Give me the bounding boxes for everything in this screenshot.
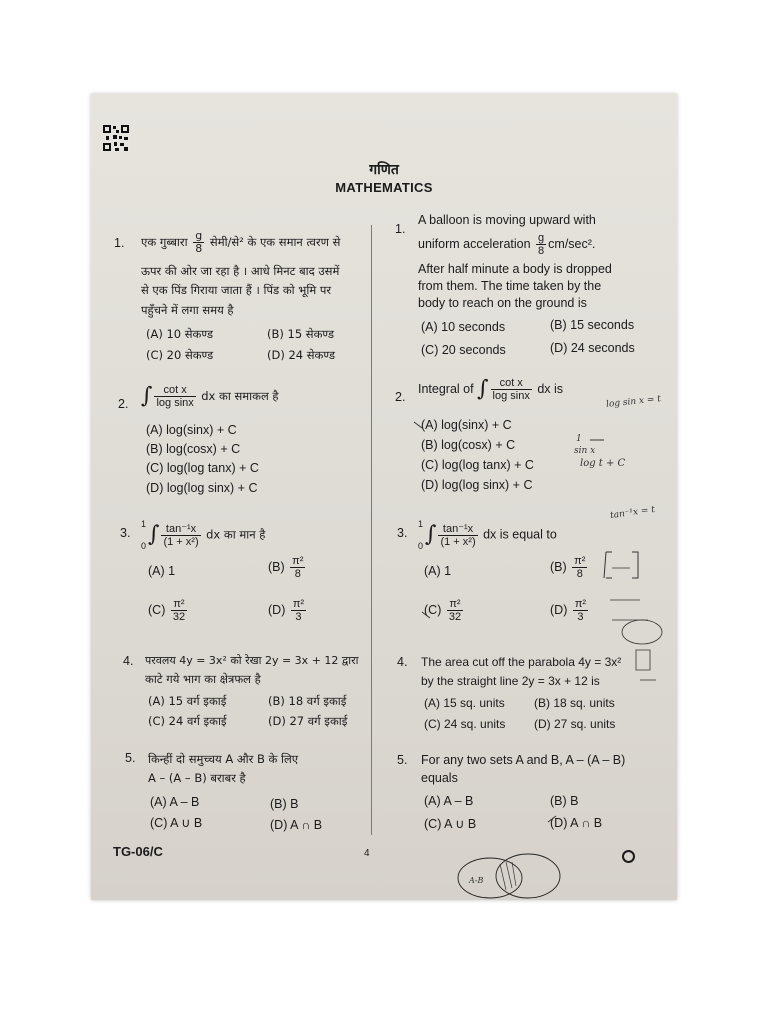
q5-en-option[interactable]: (B) B (550, 794, 579, 808)
q1-hi-text: एक गुब्बारा (141, 235, 188, 249)
question-number: 5. (125, 751, 136, 765)
handwritten-note: log sin x = t (605, 394, 662, 410)
subject-title-hindi: गणित (369, 162, 399, 178)
q5-hi-line2: A – (A – B) बराबर है (148, 771, 246, 785)
q3-hi-option[interactable]: (A) 1 (148, 564, 176, 578)
q5-en-line2: equals (421, 771, 458, 785)
q1-hi-fraction: $\frac{g}{8}$ (195, 229, 203, 255)
q1-en-option[interactable]: (C) 20 seconds (421, 343, 506, 357)
q2-hi-option[interactable]: (A) log(sinx) + C (146, 423, 237, 437)
q1-hi-option[interactable]: (A) 10 सेकण्ड (146, 327, 214, 341)
q2-en-option[interactable]: (B) log(cosx) + C (421, 438, 516, 452)
q3-en-option[interactable]: (B) $\frac{\text{π²}}{8}$ (550, 555, 586, 580)
q3-en-option[interactable]: (C) $\frac{\text{π²}}{32}$ (424, 598, 462, 623)
q5-en-option[interactable]: (D) A ∩ B (550, 816, 603, 830)
question-number: 1. (114, 236, 125, 250)
q1-en-option[interactable]: (B) 15 seconds (550, 318, 635, 332)
q5-hi-option[interactable]: (C) A ∪ B (150, 816, 203, 830)
q4-hi-line1: परवलय 4y = 3x² को रेखा 2y = 3x + 12 द्वारा (145, 654, 359, 667)
q1-hi-text: सेमी/से² के एक समान त्वरण से (209, 235, 341, 249)
q2-en-option[interactable]: (D) log(log sinx) + C (421, 478, 533, 492)
question-2-english: Integral of ∫ $\frac{\text{cot x}}{\text{log sinx}}$ dx is (418, 376, 564, 402)
q3-en-option[interactable]: (D) $\frac{\text{π²}}{3}$ (550, 598, 587, 623)
q4-hi-option[interactable]: (C) 24 वर्ग इकाई (148, 714, 227, 728)
page-number: 4 (364, 848, 370, 859)
q5-hi-option[interactable]: (A) A – B (150, 795, 200, 809)
question-3-english: 1 0 ∫ $\frac{\text{tan⁻¹x}}{\text{(1 + x²)}}$ dx is equal to (418, 519, 557, 551)
q2-en-option[interactable]: (A) log(sinx) + C (421, 418, 512, 432)
q1-en-line5: body to reach on the ground is (418, 296, 587, 310)
q1-en-line1: A balloon is moving upward with (418, 213, 596, 227)
q4-hi-option[interactable]: (B) 18 वर्ग इकाई (268, 694, 347, 708)
question-number: 4. (123, 654, 134, 668)
question-number: 4. (397, 655, 408, 669)
q4-hi-option[interactable]: (A) 15 वर्ग इकाई (148, 694, 227, 708)
q1-en-option[interactable]: (A) 10 seconds (421, 320, 506, 334)
handwritten-note: 1 (576, 434, 582, 444)
question-number: 5. (397, 753, 408, 767)
question-number: 2. (118, 397, 129, 411)
q4-en-option[interactable]: (D) 27 sq. units (534, 717, 616, 731)
q2-en-option[interactable]: (C) log(log tanx) + C (421, 458, 534, 472)
handwritten-note: log t + C (580, 458, 626, 469)
q5-en-option[interactable]: (C) A ∪ B (424, 817, 477, 831)
q1-en-line4: from them. The time taken by the (418, 279, 602, 293)
q1-hi-option[interactable]: (B) 15 सेकण्ड (267, 327, 335, 341)
q3-en-option[interactable]: (A) 1 (424, 564, 452, 578)
q4-en-option[interactable]: (C) 24 sq. units (424, 717, 506, 731)
q3-hi-option[interactable]: (C) $\frac{\text{π²}}{32}$ (148, 598, 186, 623)
question-number: 1. (395, 222, 406, 236)
q1-en-line3: After half minute a body is dropped (418, 262, 612, 276)
q4-en-line1: The area cut off the parabola 4y = 3x² (421, 655, 622, 669)
question-number: 3. (120, 526, 131, 540)
q1-hi-line4: पहुँचने में लगा समय है (141, 303, 234, 317)
handwritten-note: tan⁻¹x = t (609, 504, 656, 522)
paper-code: TG-06/C (113, 844, 163, 859)
handwritten-note: sin x (574, 446, 596, 456)
q1-hi-line2: ऊपर की ओर जा रहा है । आधे मिनट बाद उसमें (141, 264, 340, 278)
q3-hi-option[interactable]: (D) $\frac{\text{π²}}{3}$ (268, 598, 305, 623)
q5-hi-line1: किन्हीं दो समुच्चय A और B के लिए (148, 752, 299, 766)
q2-hi-option[interactable]: (B) log(cosx) + C (146, 442, 241, 456)
q4-en-option[interactable]: (A) 15 sq. units (424, 696, 505, 710)
handwritten-note: A-B (469, 876, 484, 885)
q4-en-option[interactable]: (B) 18 sq. units (534, 696, 615, 710)
q4-hi-option[interactable]: (D) 27 वर्ग इकाई (268, 714, 348, 728)
q1-hi-line3: से एक पिंड गिराया जाता हैं । पिंड को भूमि पर (141, 283, 332, 297)
q3-hi-option[interactable]: (B) $\frac{\text{π²}}{8}$ (268, 555, 304, 580)
q5-hi-option[interactable]: (B) B (270, 797, 299, 811)
question-number: 3. (397, 526, 408, 540)
question-number: 2. (395, 390, 406, 404)
subject-title-english: MATHEMATICS (335, 180, 433, 195)
q1-hi-option[interactable]: (D) 24 सेकण्ड (267, 348, 335, 362)
q2-hi-option[interactable]: (D) log(log sinx) + C (146, 481, 258, 495)
q5-en-option[interactable]: (A) A – B (424, 794, 474, 808)
question-2-hindi: ∫ $\frac{\text{cot x}}{\text{log sinx}}$ dx का समाकल है (141, 383, 279, 409)
q1-hi-option[interactable]: (C) 20 सेकण्ड (146, 348, 214, 362)
q4-en-line2: by the straight line 2y = 3x + 12 is (421, 674, 600, 688)
q5-hi-option[interactable]: (D) A ∩ B (270, 818, 323, 832)
q5-en-line1: For any two sets A and B, A – (A – B) (421, 753, 626, 767)
q2-hi-option[interactable]: (C) log(log tanx) + C (146, 461, 259, 475)
q1-en-line2: uniform acceleration $\frac{g}{8}$ cm/sec². (418, 232, 596, 257)
q1-en-option[interactable]: (D) 24 seconds (550, 341, 635, 355)
question-3-hindi: 1 0 ∫ $\frac{\text{tan⁻¹x}}{\text{(1 + x²)}}$ dx का मान है (141, 519, 266, 551)
q4-hi-line2: काटे गये भाग का क्षेत्रफल है (145, 672, 261, 686)
